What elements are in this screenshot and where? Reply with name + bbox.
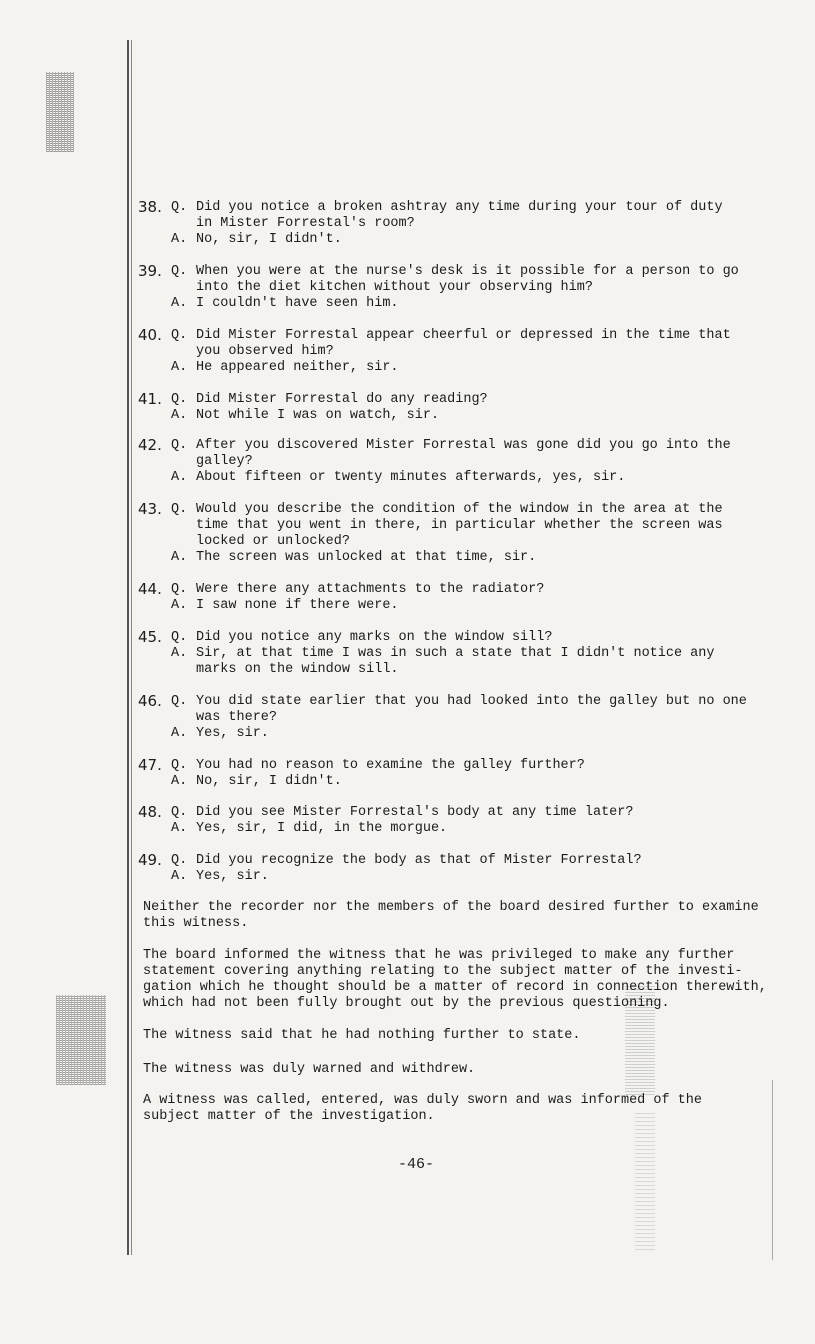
qa-item <box>138 264 763 312</box>
answer-text: No, sir, I didn't. <box>196 774 342 789</box>
question-number: 48. <box>138 803 162 821</box>
answer-text: He appeared neither, sir. <box>196 360 399 375</box>
answer-label: A. <box>171 408 188 423</box>
qa-item <box>138 758 763 790</box>
question-text: time that you went in there, in particular whether the screen was <box>196 518 723 533</box>
qa-item <box>138 853 763 885</box>
question-number: 40. <box>138 326 162 344</box>
answer-label: A. <box>171 232 188 247</box>
paragraph-line: The board informed the witness that he was privileged to make any further <box>143 948 735 963</box>
qa-item <box>138 630 763 678</box>
answer-label: A. <box>171 774 188 789</box>
question-line <box>138 438 763 454</box>
question-line <box>138 280 763 296</box>
paragraph-line: Neither the recorder nor the members of the board desired further to examine <box>143 900 759 915</box>
qa-item <box>138 328 763 376</box>
answer-line <box>138 232 763 248</box>
question-label: Q. <box>171 582 188 597</box>
question-text: into the diet kitchen without your observing him? <box>196 280 593 295</box>
answer-line <box>138 662 763 678</box>
question-line <box>138 582 763 598</box>
answer-text: marks on the window sill. <box>196 662 399 677</box>
qa-item <box>138 694 763 742</box>
question-text: Would you describe the condition of the window in the area at the <box>196 502 723 517</box>
answer-line <box>138 470 763 486</box>
question-text: Were there any attachments to the radiator? <box>196 582 545 597</box>
right-scan-artifact-line <box>772 1080 773 1260</box>
answer-text: No, sir, I didn't. <box>196 232 342 247</box>
question-line <box>138 534 763 550</box>
answer-text: The screen was unlocked at that time, sir. <box>196 550 537 565</box>
answer-line <box>138 598 763 614</box>
question-label: Q. <box>171 438 188 453</box>
qa-item <box>138 438 763 486</box>
question-text: you observed him? <box>196 344 334 359</box>
answer-label: A. <box>171 821 188 836</box>
question-text: You did state earlier that you had looked into the galley but no one <box>196 694 747 709</box>
answer-line <box>138 408 763 424</box>
qa-item <box>138 582 763 614</box>
page-number: -46- <box>398 1156 435 1173</box>
answer-line <box>138 296 763 312</box>
answer-label: A. <box>171 470 188 485</box>
question-text: Did you notice any marks on the window sill? <box>196 630 553 645</box>
answer-text: I couldn't have seen him. <box>196 296 399 311</box>
binding-margin-line <box>127 40 129 1255</box>
question-line <box>138 328 763 344</box>
question-number: 38. <box>138 198 162 216</box>
answer-label: A. <box>171 869 188 884</box>
paragraph-line: A witness was called, entered, was duly sworn and was informed of the <box>143 1093 702 1108</box>
question-label: Q. <box>171 264 188 279</box>
question-label: Q. <box>171 805 188 820</box>
scan-noise-top-left <box>46 72 74 152</box>
question-text: Did Mister Forrestal do any reading? <box>196 392 488 407</box>
question-text: in Mister Forrestal's room? <box>196 216 415 231</box>
binding-margin-line-inner <box>131 40 132 1255</box>
paragraph-line: gation which he thought should be a matter of record in connection therewith, <box>143 980 767 995</box>
question-label: Q. <box>171 502 188 517</box>
paragraph-line: The witness said that he had nothing further to state. <box>143 1028 581 1043</box>
answer-label: A. <box>171 360 188 375</box>
question-line <box>138 518 763 534</box>
question-number: 47. <box>138 756 162 774</box>
question-text: Did you notice a broken ashtray any time during your tour of duty <box>196 200 723 215</box>
answer-text: I saw none if there were. <box>196 598 399 613</box>
answer-line <box>138 726 763 742</box>
paragraph-line: The witness was duly warned and withdrew. <box>143 1062 476 1077</box>
question-text: locked or unlocked? <box>196 534 350 549</box>
qa-item <box>138 805 763 837</box>
question-label: Q. <box>171 328 188 343</box>
question-label: Q. <box>171 758 188 773</box>
paragraph-line: which had not been fully brought out by the previous questioning. <box>143 996 670 1011</box>
question-line <box>138 200 763 216</box>
question-number: 44. <box>138 580 162 598</box>
question-line <box>138 216 763 232</box>
answer-text: About fifteen or twenty minutes afterwards, yes, sir. <box>196 470 626 485</box>
answer-line <box>138 774 763 790</box>
question-text: was there? <box>196 710 278 725</box>
question-label: Q. <box>171 200 188 215</box>
scan-noise-bottom-left <box>56 995 106 1085</box>
answer-label: A. <box>171 726 188 741</box>
question-number: 41. <box>138 390 162 408</box>
answer-line <box>138 646 763 662</box>
answer-label: A. <box>171 598 188 613</box>
question-line <box>138 392 763 408</box>
answer-label: A. <box>171 296 188 311</box>
question-label: Q. <box>171 630 188 645</box>
qa-item <box>138 200 763 248</box>
paragraph-line: statement covering anything relating to the subject matter of the investi- <box>143 964 743 979</box>
question-label: Q. <box>171 853 188 868</box>
answer-line <box>138 550 763 566</box>
question-number: 46. <box>138 692 162 710</box>
question-number: 42. <box>138 436 162 454</box>
question-number: 45. <box>138 628 162 646</box>
answer-line <box>138 360 763 376</box>
answer-text: Sir, at that time I was in such a state that I didn't notice any <box>196 646 715 661</box>
question-number: 39. <box>138 262 162 280</box>
question-text: When you were at the nurse's desk is it possible for a person to go <box>196 264 739 279</box>
question-line <box>138 264 763 280</box>
answer-text: Yes, sir, I did, in the morgue. <box>196 821 448 836</box>
question-text: After you discovered Mister Forrestal was gone did you go into the <box>196 438 731 453</box>
question-line <box>138 758 763 774</box>
question-number: 49. <box>138 851 162 869</box>
answer-label: A. <box>171 646 188 661</box>
question-text: Did you see Mister Forrestal's body at any time later? <box>196 805 634 820</box>
answer-line <box>138 869 763 885</box>
question-line <box>138 710 763 726</box>
question-line <box>138 344 763 360</box>
qa-item <box>138 392 763 424</box>
answer-text: Yes, sir. <box>196 726 269 741</box>
paragraph-line: subject matter of the investigation. <box>143 1109 435 1124</box>
answer-text: Yes, sir. <box>196 869 269 884</box>
question-text: galley? <box>196 454 253 469</box>
question-text: Did Mister Forrestal appear cheerful or depressed in the time that <box>196 328 731 343</box>
question-label: Q. <box>171 392 188 407</box>
answer-line <box>138 821 763 837</box>
question-line <box>138 630 763 646</box>
scan-noise-right-lower <box>635 1110 655 1250</box>
paragraph-line: this witness. <box>143 916 249 931</box>
question-line <box>138 853 763 869</box>
question-label: Q. <box>171 694 188 709</box>
question-line <box>138 694 763 710</box>
answer-label: A. <box>171 550 188 565</box>
question-text: Did you recognize the body as that of Mister Forrestal? <box>196 853 642 868</box>
question-line <box>138 805 763 821</box>
question-number: 43. <box>138 500 162 518</box>
question-line <box>138 502 763 518</box>
question-text: You had no reason to examine the galley further? <box>196 758 585 773</box>
qa-item <box>138 502 763 566</box>
question-line <box>138 454 763 470</box>
answer-text: Not while I was on watch, sir. <box>196 408 440 423</box>
